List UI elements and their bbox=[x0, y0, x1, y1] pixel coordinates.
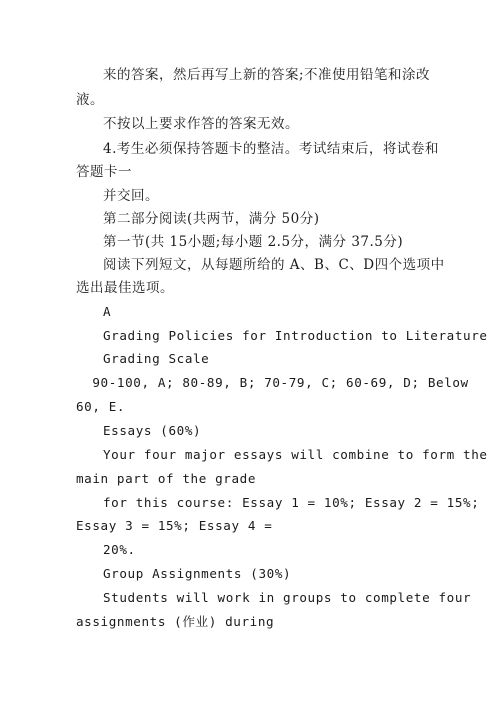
passage-title: Grading Policies for Introduction to Literature bbox=[103, 328, 488, 343]
text-line: 液。 bbox=[76, 92, 104, 108]
text-line: for this course: Essay 1 = 10%; Essay 2 = 15%; bbox=[103, 495, 480, 510]
subheading: Grading Scale bbox=[103, 351, 210, 366]
text-line: 不按以上要求作答的答案无效。 bbox=[103, 116, 299, 132]
subheading: Group Assignments (30%) bbox=[103, 566, 292, 581]
text-line: Your four major essays will combine to form the bbox=[103, 447, 488, 462]
text-line: assignments (作业) during bbox=[76, 614, 275, 629]
text-line-segment: 90-100, A; 80-89, B; 70-79, C; 60-69, D; Below bbox=[76, 375, 469, 390]
text-line: 并交回。 bbox=[103, 188, 159, 204]
passage-label: A bbox=[103, 304, 112, 319]
text-line: 来的答案，然后再写上新的答案;不准使用铅笔和涂改 bbox=[103, 67, 431, 83]
instruction-text: 选出最佳选项。 bbox=[76, 280, 174, 296]
text-line: main part of the grade bbox=[76, 471, 257, 486]
text-line: Students will work in groups to complete four bbox=[103, 590, 472, 605]
text-line: Essay 3 = 15%; Essay 4 = bbox=[76, 518, 273, 533]
section-heading: 第二部分阅读(共两节，满分 50分) bbox=[103, 211, 320, 227]
text-line: 4.考生必须保持答题卡的整洁。考试结束后，将试卷和 bbox=[103, 141, 439, 157]
text-line bbox=[76, 374, 469, 392]
text-line: 20%. bbox=[103, 542, 136, 557]
instruction-text: 阅读下列短文，从每题所给的 A、B、C、D四个选项中 bbox=[103, 257, 445, 273]
section-heading: 第一节(共 15小题;每小题 2.5分，满分 37.5分) bbox=[103, 234, 404, 250]
text-line: 60, E. bbox=[76, 399, 126, 414]
subheading: Essays (60%) bbox=[103, 423, 202, 438]
text-line: 答题卡一 bbox=[76, 164, 132, 180]
